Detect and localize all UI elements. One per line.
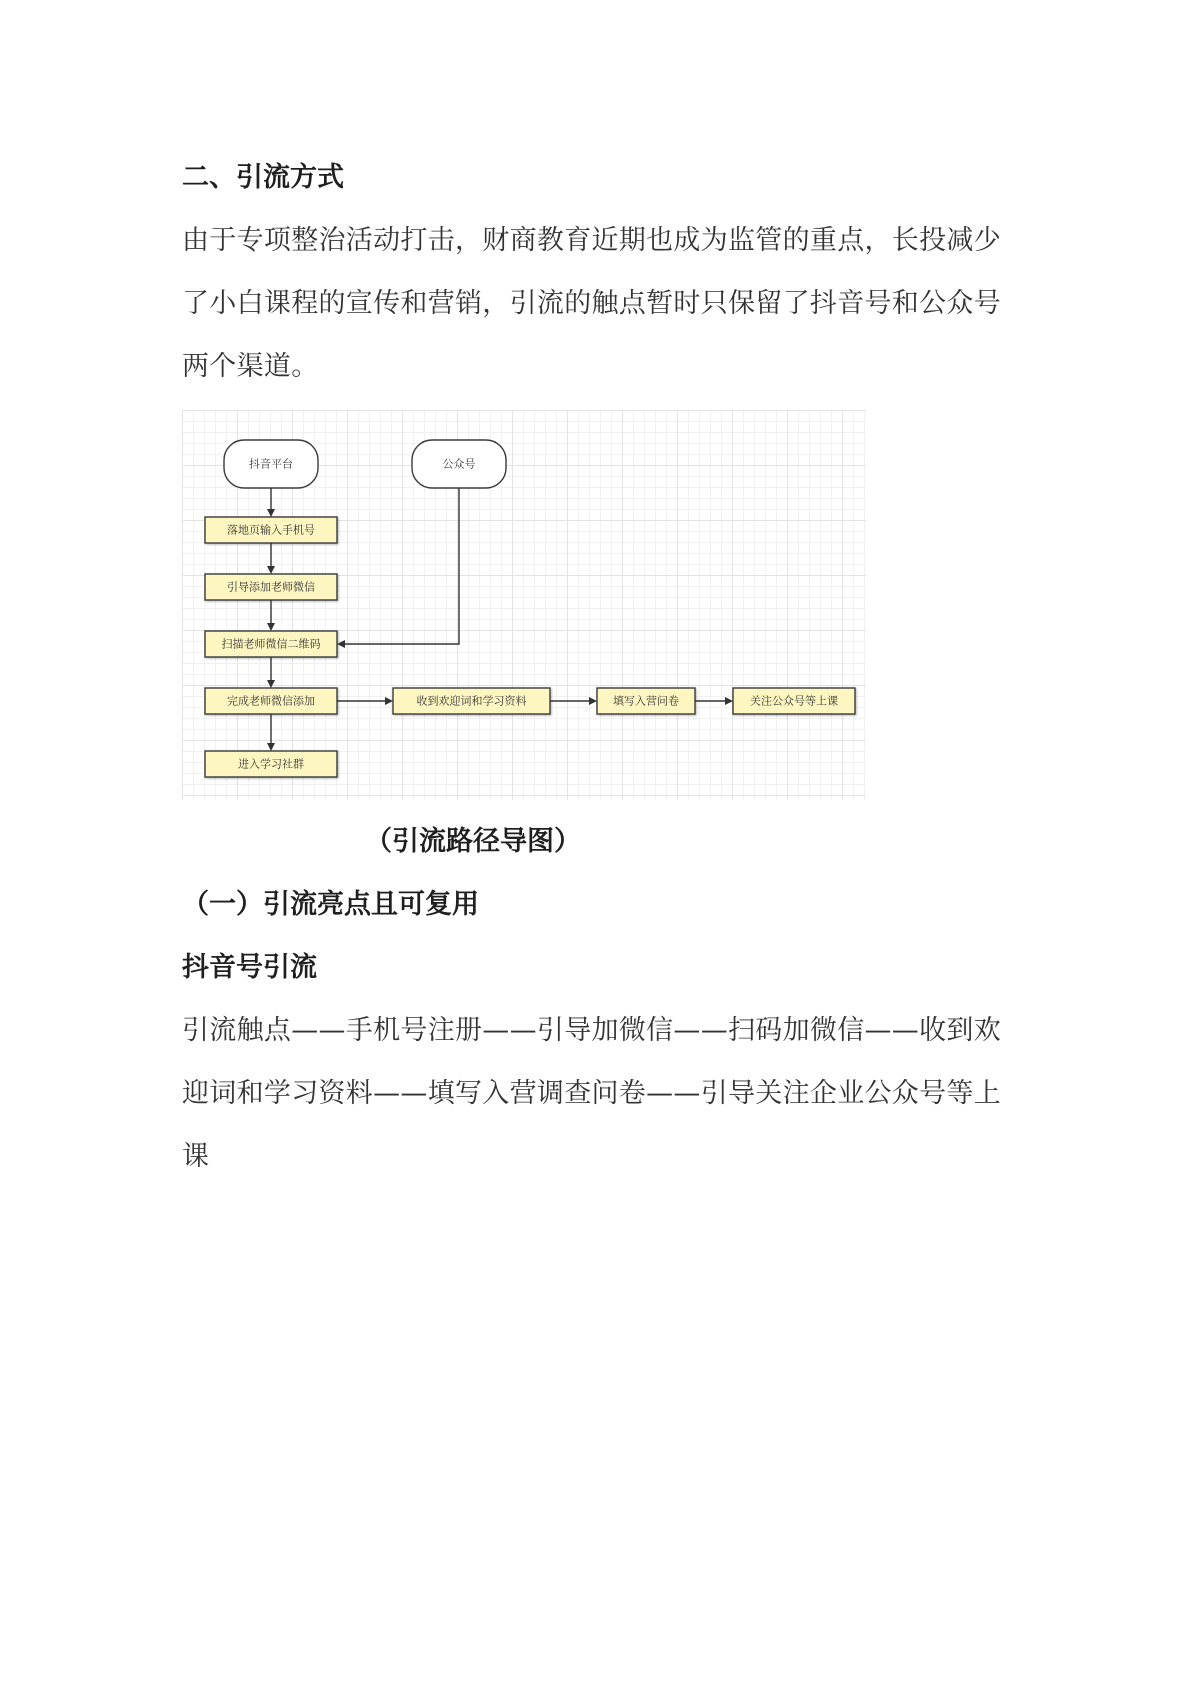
- node-label: 落地页输入手机号: [227, 523, 315, 537]
- arrow-douyin-to-landing: [267, 488, 275, 517]
- traffic-flow-diagram: [182, 410, 866, 800]
- subsection-heading: （一）引流亮点且可复用: [182, 889, 479, 920]
- arrow-survey-to-follow: [695, 697, 733, 705]
- node-follow-account: [733, 688, 855, 714]
- paragraph-line: 由于专项整治活动打击，财商教育近期也成为监管的重点，长投减少: [182, 225, 1001, 256]
- node-label: 填写入营问卷: [613, 694, 679, 708]
- page-content: [182, 146, 1042, 1188]
- node-complete-add: [205, 688, 337, 714]
- arrow-head: [267, 566, 275, 574]
- arrow-scan-to-complete: [267, 657, 275, 688]
- arrow-head: [589, 697, 597, 705]
- arrow-welcome-to-survey: [550, 697, 597, 705]
- arrow-line: [344, 488, 459, 644]
- node-label: 扫描老师微信二维码: [221, 637, 321, 651]
- node-label: 公众号: [442, 457, 476, 471]
- arrow-guide-to-scan: [267, 600, 275, 631]
- node-label: 收到欢迎词和学习资料: [416, 694, 527, 708]
- node-landing-page: [205, 517, 337, 543]
- arrow-head: [725, 697, 733, 705]
- node-label: 抖音平台: [249, 457, 293, 471]
- arrow-complete-to-community: [267, 714, 275, 751]
- node-scan-qr-code: [205, 631, 337, 657]
- arrow-head: [267, 680, 275, 688]
- node-label: 完成老师微信添加: [227, 694, 315, 708]
- node-label: 关注公众号等上课: [750, 694, 838, 708]
- node-official-account: [412, 440, 506, 488]
- arrow-account-to-scan: [337, 488, 459, 648]
- subsection-subheading: 抖音号引流: [182, 952, 317, 983]
- arrow-landing-to-guide: [267, 543, 275, 574]
- paragraph-line: 了小白课程的宣传和营销，引流的触点暂时只保留了抖音号和公众号: [182, 288, 1001, 319]
- node-guide-add-teacher: [205, 574, 337, 600]
- arrow-complete-to-welcome: [337, 697, 393, 705]
- intro-paragraph: [182, 209, 1042, 398]
- arrow-head: [267, 623, 275, 631]
- arrow-head: [337, 640, 345, 648]
- flow-paragraph: [182, 999, 1042, 1188]
- arrow-head: [385, 697, 393, 705]
- paragraph-line: 引流触点——手机号注册——引导加微信——扫码加微信——收到欢: [182, 1015, 1001, 1046]
- node-label: 引导添加老师微信: [227, 580, 315, 594]
- paragraph-line: 课: [182, 1141, 210, 1172]
- paragraph-line: 两个渠道。: [182, 351, 319, 382]
- paragraph-line: 迎词和学习资料——填写入营调查问卷——引导关注企业公众号等上: [182, 1078, 1001, 1109]
- arrow-head: [267, 743, 275, 751]
- section-heading: 二、引流方式: [182, 162, 344, 193]
- node-join-community: [205, 751, 337, 777]
- node-label: 进入学习社群: [238, 757, 304, 771]
- node-survey: [597, 688, 695, 714]
- node-welcome-materials: [393, 688, 550, 714]
- arrow-head: [267, 509, 275, 517]
- diagram-caption: （引流路径导图）: [365, 826, 581, 857]
- node-douyin-platform: [224, 440, 318, 488]
- flowchart-svg: [182, 410, 866, 800]
